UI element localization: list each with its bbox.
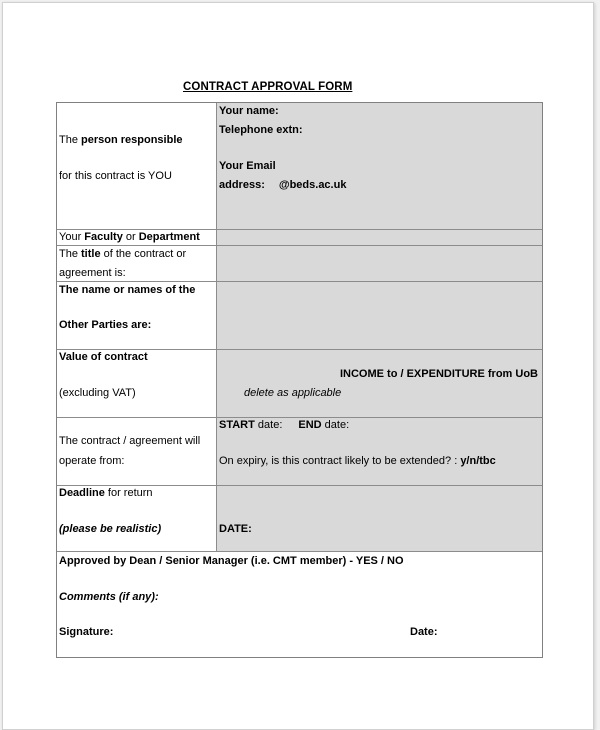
person-responsible-label: The person responsible — [59, 134, 183, 146]
operate-from-label: The contract / agreement will — [59, 435, 201, 447]
row-divider — [57, 281, 542, 282]
telephone-field[interactable]: Telephone extn: — [219, 124, 303, 136]
row-divider — [57, 485, 542, 486]
email-field[interactable]: address: @beds.ac.uk — [219, 179, 347, 191]
comments-field[interactable]: Comments (if any): — [59, 591, 159, 603]
excluding-vat-label: (excluding VAT) — [59, 387, 136, 399]
other-parties-line2: Other Parties are: — [59, 319, 152, 331]
column-divider — [216, 103, 217, 551]
email-label: Your Email — [219, 160, 276, 172]
income-expenditure-option[interactable]: INCOME to / EXPENDITURE from UoB — [339, 368, 538, 380]
row-divider — [57, 551, 542, 552]
your-name-field[interactable]: Your name: — [219, 105, 279, 117]
deadline-date-field[interactable]: DATE: — [219, 523, 252, 535]
person-responsible-line2: for this contract is YOU — [59, 170, 172, 182]
faculty-department-label: Your Faculty or Department — [59, 231, 200, 243]
approval-yes-no[interactable]: Approved by Dean / Senior Manager (i.e. CMT member) - YES / NO — [59, 555, 404, 567]
operate-from-line2: operate from: — [59, 455, 125, 467]
approval-form-table — [56, 102, 543, 658]
other-parties-label: The name or names of the — [59, 284, 196, 296]
contract-value-label: Value of contract — [59, 351, 148, 363]
deadline-label: Deadline for return — [59, 487, 153, 499]
contract-title-label: The title of the contract or — [59, 248, 187, 260]
row-divider — [57, 349, 542, 350]
start-end-date-fields[interactable]: START date: END date: — [219, 419, 350, 431]
row-divider — [57, 245, 542, 246]
delete-as-applicable-note: delete as applicable — [244, 387, 342, 399]
document-page — [2, 2, 594, 730]
please-be-realistic-note: (please be realistic) — [59, 523, 162, 535]
contract-title-line2: agreement is: — [59, 267, 126, 279]
approval-date-field[interactable]: Date: — [410, 626, 438, 638]
signature-field[interactable]: Signature: — [59, 626, 114, 638]
extension-question[interactable]: On expiry, is this contract likely to be extended? : y/n/tbc — [219, 455, 496, 467]
row-divider — [57, 229, 542, 230]
form-title: CONTRACT APPROVAL FORM — [183, 81, 353, 93]
row-divider — [57, 417, 542, 418]
